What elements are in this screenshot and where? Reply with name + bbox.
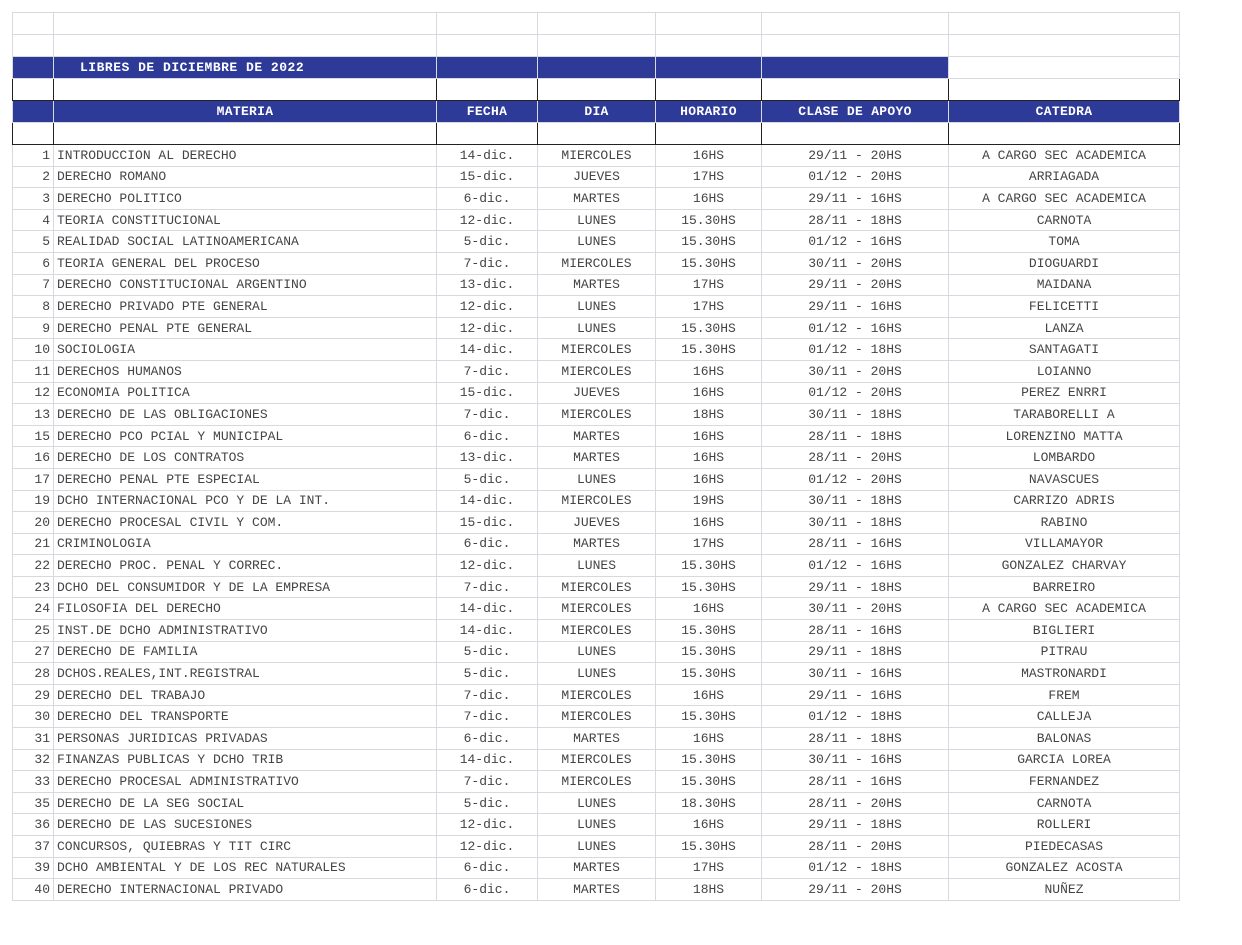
row-number[interactable]: 30 (13, 706, 54, 728)
table-row (13, 620, 1180, 642)
row-number[interactable]: 10 (13, 339, 54, 361)
fecha-cell[interactable]: 6-dic. (437, 879, 538, 901)
horario-cell[interactable]: 16HS (656, 447, 762, 469)
dia-cell[interactable]: LUNES (538, 231, 656, 253)
table-row (13, 447, 1180, 469)
clase-apoyo-cell[interactable]: 29/11 - 16HS (762, 296, 949, 318)
materia-cell[interactable]: DERECHO PCO PCIAL Y MUNICIPAL (54, 425, 437, 447)
catedra-cell[interactable]: BARREIRO (949, 576, 1180, 598)
horario-cell[interactable]: 16HS (656, 468, 762, 490)
materia-cell[interactable]: DCHO DEL CONSUMIDOR Y DE LA EMPRESA (54, 576, 437, 598)
catedra-cell[interactable]: VILLAMAYOR (949, 533, 1180, 555)
clase-apoyo-cell[interactable]: 01/12 - 16HS (762, 555, 949, 577)
row-number[interactable]: 25 (13, 620, 54, 642)
catedra-cell[interactable]: ARRIAGADA (949, 166, 1180, 188)
catedra-cell[interactable]: CARNOTA (949, 209, 1180, 231)
row-number[interactable]: 19 (13, 490, 54, 512)
row-number[interactable]: 21 (13, 533, 54, 555)
table-row (13, 598, 1180, 620)
catedra-cell[interactable]: TOMA (949, 231, 1180, 253)
catedra-cell[interactable]: NAVASCUES (949, 468, 1180, 490)
fecha-cell[interactable]: 7-dic. (437, 360, 538, 382)
materia-cell[interactable]: DERECHO DE LAS OBLIGACIONES (54, 404, 437, 426)
materia-cell[interactable]: DERECHO DE LAS SUCESIONES (54, 814, 437, 836)
horario-cell[interactable]: 15.30HS (656, 749, 762, 771)
clase-apoyo-cell[interactable]: 28/11 - 20HS (762, 836, 949, 858)
catedra-cell[interactable]: RABINO (949, 512, 1180, 534)
fecha-cell[interactable]: 14-dic. (437, 749, 538, 771)
fecha-cell[interactable]: 7-dic. (437, 706, 538, 728)
materia-cell[interactable]: INST.DE DCHO ADMINISTRATIVO (54, 620, 437, 642)
dia-cell[interactable]: MARTES (538, 879, 656, 901)
row-number[interactable]: 13 (13, 404, 54, 426)
horario-cell[interactable]: 18HS (656, 879, 762, 901)
catedra-cell[interactable]: SANTAGATI (949, 339, 1180, 361)
horario-cell[interactable]: 15.30HS (656, 231, 762, 253)
dia-cell[interactable]: MIERCOLES (538, 684, 656, 706)
horario-cell[interactable]: 16HS (656, 382, 762, 404)
empty-row (13, 13, 1180, 35)
fecha-cell[interactable]: 6-dic. (437, 857, 538, 879)
catedra-cell[interactable]: CARRIZO ADRIS (949, 490, 1180, 512)
row-number[interactable]: 29 (13, 684, 54, 706)
catedra-cell[interactable]: TARABORELLI A (949, 404, 1180, 426)
dia-cell[interactable]: MARTES (538, 274, 656, 296)
header-dia[interactable]: DIA (538, 101, 656, 123)
table-row (13, 771, 1180, 793)
materia-cell[interactable]: CRIMINOLOGIA (54, 533, 437, 555)
materia-cell[interactable]: TEORIA CONSTITUCIONAL (54, 209, 437, 231)
dia-cell[interactable]: JUEVES (538, 512, 656, 534)
catedra-cell[interactable]: GARCIA LOREA (949, 749, 1180, 771)
row-number[interactable]: 27 (13, 641, 54, 663)
header-materia[interactable]: MATERIA (54, 101, 437, 123)
materia-cell[interactable]: DERECHO DEL TRANSPORTE (54, 706, 437, 728)
table-row (13, 317, 1180, 339)
row-number[interactable]: 17 (13, 468, 54, 490)
catedra-cell[interactable]: LOMBARDO (949, 447, 1180, 469)
row-number[interactable]: 15 (13, 425, 54, 447)
materia-cell[interactable]: INTRODUCCION AL DERECHO (54, 145, 437, 167)
table-row (13, 382, 1180, 404)
fecha-cell[interactable]: 6-dic. (437, 425, 538, 447)
dia-cell[interactable]: MIERCOLES (538, 145, 656, 167)
table-row (13, 836, 1180, 858)
clase-apoyo-cell[interactable]: 28/11 - 20HS (762, 447, 949, 469)
catedra-cell[interactable]: BALONAS (949, 728, 1180, 750)
fecha-cell[interactable]: 5-dic. (437, 663, 538, 685)
clase-apoyo-cell[interactable]: 28/11 - 18HS (762, 425, 949, 447)
clase-apoyo-cell[interactable]: 01/12 - 20HS (762, 382, 949, 404)
table-row (13, 360, 1180, 382)
clase-apoyo-cell[interactable]: 29/11 - 20HS (762, 274, 949, 296)
catedra-cell[interactable]: DIOGUARDI (949, 252, 1180, 274)
fecha-cell[interactable]: 5-dic. (437, 468, 538, 490)
row-number[interactable]: 22 (13, 555, 54, 577)
dia-cell[interactable]: MIERCOLES (538, 404, 656, 426)
row-number[interactable]: 32 (13, 749, 54, 771)
fecha-cell[interactable]: 12-dic. (437, 296, 538, 318)
row-number[interactable]: 36 (13, 814, 54, 836)
materia-cell[interactable]: FINANZAS PUBLICAS Y DCHO TRIB (54, 749, 437, 771)
horario-cell[interactable]: 16HS (656, 512, 762, 534)
clase-apoyo-cell[interactable]: 28/11 - 16HS (762, 533, 949, 555)
table-row (13, 339, 1180, 361)
horario-cell[interactable]: 15.30HS (656, 576, 762, 598)
gap-row (13, 79, 1180, 101)
materia-cell[interactable]: DERECHO PROCESAL ADMINISTRATIVO (54, 771, 437, 793)
clase-apoyo-cell[interactable]: 30/11 - 20HS (762, 360, 949, 382)
catedra-cell[interactable]: FELICETTI (949, 296, 1180, 318)
sheet-title[interactable]: LIBRES DE DICIEMBRE DE 2022 (54, 57, 437, 79)
fecha-cell[interactable]: 5-dic. (437, 231, 538, 253)
fecha-cell[interactable]: 5-dic. (437, 641, 538, 663)
row-number[interactable]: 33 (13, 771, 54, 793)
horario-cell[interactable]: 17HS (656, 857, 762, 879)
clase-apoyo-cell[interactable]: 01/12 - 16HS (762, 317, 949, 339)
clase-apoyo-cell[interactable]: 29/11 - 20HS (762, 879, 949, 901)
materia-cell[interactable]: DERECHO PENAL PTE GENERAL (54, 317, 437, 339)
row-number[interactable]: 35 (13, 792, 54, 814)
horario-cell[interactable]: 15.30HS (656, 641, 762, 663)
gap-row (13, 123, 1180, 145)
dia-cell[interactable]: LUNES (538, 296, 656, 318)
catedra-cell[interactable]: CARNOTA (949, 792, 1180, 814)
row-number[interactable]: 24 (13, 598, 54, 620)
materia-cell[interactable]: PERSONAS JURIDICAS PRIVADAS (54, 728, 437, 750)
clase-apoyo-cell[interactable]: 30/11 - 18HS (762, 512, 949, 534)
materia-cell[interactable]: DERECHO DE LOS CONTRATOS (54, 447, 437, 469)
materia-cell[interactable]: DERECHO PENAL PTE ESPECIAL (54, 468, 437, 490)
clase-apoyo-cell[interactable]: 01/12 - 20HS (762, 166, 949, 188)
fecha-cell[interactable]: 12-dic. (437, 836, 538, 858)
dia-cell[interactable]: LUNES (538, 814, 656, 836)
materia-cell[interactable]: SOCIOLOGIA (54, 339, 437, 361)
clase-apoyo-cell[interactable]: 28/11 - 18HS (762, 209, 949, 231)
catedra-cell[interactable]: LANZA (949, 317, 1180, 339)
fecha-cell[interactable]: 15-dic. (437, 512, 538, 534)
catedra-cell[interactable]: PEREZ ENRRI (949, 382, 1180, 404)
dia-cell[interactable]: MARTES (538, 533, 656, 555)
clase-apoyo-cell[interactable]: 01/12 - 18HS (762, 857, 949, 879)
table-row (13, 166, 1180, 188)
materia-cell[interactable]: DERECHO PROC. PENAL Y CORREC. (54, 555, 437, 577)
dia-cell[interactable]: MIERCOLES (538, 339, 656, 361)
fecha-cell[interactable]: 13-dic. (437, 274, 538, 296)
row-number[interactable]: 9 (13, 317, 54, 339)
catedra-cell[interactable]: A CARGO SEC ACADEMICA (949, 145, 1180, 167)
materia-cell[interactable]: REALIDAD SOCIAL LATINOAMERICANA (54, 231, 437, 253)
clase-apoyo-cell[interactable]: 28/11 - 20HS (762, 792, 949, 814)
clase-apoyo-cell[interactable]: 28/11 - 16HS (762, 771, 949, 793)
dia-cell[interactable]: MIERCOLES (538, 576, 656, 598)
row-number[interactable]: 7 (13, 274, 54, 296)
fecha-cell[interactable]: 6-dic. (437, 533, 538, 555)
row-number[interactable]: 39 (13, 857, 54, 879)
horario-cell[interactable]: 16HS (656, 360, 762, 382)
clase-apoyo-cell[interactable]: 30/11 - 16HS (762, 663, 949, 685)
dia-cell[interactable]: MARTES (538, 857, 656, 879)
fecha-cell[interactable]: 14-dic. (437, 339, 538, 361)
header-row (13, 101, 1180, 123)
catedra-cell[interactable]: GONZALEZ CHARVAY (949, 555, 1180, 577)
horario-cell[interactable]: 15.30HS (656, 663, 762, 685)
clase-apoyo-cell[interactable]: 29/11 - 16HS (762, 188, 949, 210)
row-number[interactable]: 16 (13, 447, 54, 469)
materia-cell[interactable]: ECONOMIA POLITICA (54, 382, 437, 404)
fecha-cell[interactable]: 14-dic. (437, 598, 538, 620)
dia-cell[interactable]: MIERCOLES (538, 252, 656, 274)
row-number[interactable]: 40 (13, 879, 54, 901)
horario-cell[interactable]: 18HS (656, 404, 762, 426)
materia-cell[interactable]: DERECHO CONSTITUCIONAL ARGENTINO (54, 274, 437, 296)
fecha-cell[interactable]: 7-dic. (437, 771, 538, 793)
catedra-cell[interactable]: LOIANNO (949, 360, 1180, 382)
dia-cell[interactable]: MIERCOLES (538, 360, 656, 382)
horario-cell[interactable]: 15.30HS (656, 555, 762, 577)
clase-apoyo-cell[interactable]: 01/12 - 20HS (762, 468, 949, 490)
fecha-cell[interactable]: 6-dic. (437, 188, 538, 210)
table-row (13, 512, 1180, 534)
clase-apoyo-cell[interactable]: 28/11 - 18HS (762, 728, 949, 750)
header-horario[interactable]: HORARIO (656, 101, 762, 123)
table-row (13, 663, 1180, 685)
table-row (13, 555, 1180, 577)
catedra-cell[interactable]: PIEDECASAS (949, 836, 1180, 858)
row-number[interactable]: 3 (13, 188, 54, 210)
horario-cell[interactable]: 15.30HS (656, 252, 762, 274)
table-row (13, 792, 1180, 814)
materia-cell[interactable]: DERECHO DEL TRABAJO (54, 684, 437, 706)
header-fecha[interactable]: FECHA (437, 101, 538, 123)
dia-cell[interactable]: LUNES (538, 663, 656, 685)
horario-cell[interactable]: 18.30HS (656, 792, 762, 814)
materia-cell[interactable]: DERECHO DE LA SEG SOCIAL (54, 792, 437, 814)
catedra-cell[interactable]: FERNANDEZ (949, 771, 1180, 793)
horario-cell[interactable]: 15.30HS (656, 339, 762, 361)
dia-cell[interactable]: LUNES (538, 792, 656, 814)
fecha-cell[interactable]: 7-dic. (437, 684, 538, 706)
catedra-cell[interactable]: LORENZINO MATTA (949, 425, 1180, 447)
catedra-cell[interactable]: CALLEJA (949, 706, 1180, 728)
horario-cell[interactable]: 17HS (656, 533, 762, 555)
horario-cell[interactable]: 16HS (656, 145, 762, 167)
materia-cell[interactable]: DERECHO INTERNACIONAL PRIVADO (54, 879, 437, 901)
clase-apoyo-cell[interactable]: 29/11 - 18HS (762, 814, 949, 836)
fecha-cell[interactable]: 15-dic. (437, 382, 538, 404)
materia-cell[interactable]: DERECHO POLITICO (54, 188, 437, 210)
dia-cell[interactable]: MIERCOLES (538, 749, 656, 771)
table-row (13, 145, 1180, 167)
materia-cell[interactable]: CONCURSOS, QUIEBRAS Y TIT CIRC (54, 836, 437, 858)
table-row (13, 857, 1180, 879)
fecha-cell[interactable]: 12-dic. (437, 555, 538, 577)
fecha-cell[interactable]: 6-dic. (437, 728, 538, 750)
dia-cell[interactable]: MARTES (538, 447, 656, 469)
horario-cell[interactable]: 15.30HS (656, 209, 762, 231)
table-row (13, 296, 1180, 318)
catedra-cell[interactable]: PITRAU (949, 641, 1180, 663)
dia-cell[interactable]: MIERCOLES (538, 620, 656, 642)
materia-cell[interactable]: DERECHO ROMANO (54, 166, 437, 188)
materia-cell[interactable]: DERECHO PROCESAL CIVIL Y COM. (54, 512, 437, 534)
table-row (13, 728, 1180, 750)
row-number[interactable]: 1 (13, 145, 54, 167)
horario-cell[interactable]: 15.30HS (656, 620, 762, 642)
table-row (13, 188, 1180, 210)
materia-cell[interactable]: DCHOS.REALES,INT.REGISTRAL (54, 663, 437, 685)
fecha-cell[interactable]: 7-dic. (437, 404, 538, 426)
dia-cell[interactable]: LUNES (538, 641, 656, 663)
fecha-cell[interactable]: 7-dic. (437, 252, 538, 274)
table-row (13, 252, 1180, 274)
header-catedra[interactable]: CATEDRA (949, 101, 1180, 123)
horario-cell[interactable]: 16HS (656, 425, 762, 447)
catedra-cell[interactable]: GONZALEZ ACOSTA (949, 857, 1180, 879)
table-row (13, 684, 1180, 706)
table-row (13, 468, 1180, 490)
empty-row (13, 35, 1180, 57)
clase-apoyo-cell[interactable]: 29/11 - 18HS (762, 641, 949, 663)
table-row (13, 576, 1180, 598)
table-row (13, 404, 1180, 426)
table-row (13, 490, 1180, 512)
clase-apoyo-cell[interactable]: 30/11 - 16HS (762, 749, 949, 771)
table-row (13, 814, 1180, 836)
horario-cell[interactable]: 16HS (656, 814, 762, 836)
table-row (13, 231, 1180, 253)
horario-cell[interactable]: 19HS (656, 490, 762, 512)
fecha-cell[interactable]: 12-dic. (437, 814, 538, 836)
header-clase-de-apoyo[interactable]: CLASE DE APOYO (762, 101, 949, 123)
fecha-cell[interactable]: 15-dic. (437, 166, 538, 188)
table-row (13, 706, 1180, 728)
clase-apoyo-cell[interactable]: 30/11 - 18HS (762, 404, 949, 426)
fecha-cell[interactable]: 14-dic. (437, 620, 538, 642)
row-number[interactable]: 5 (13, 231, 54, 253)
fecha-cell[interactable]: 13-dic. (437, 447, 538, 469)
dia-cell[interactable]: LUNES (538, 468, 656, 490)
row-number[interactable]: 8 (13, 296, 54, 318)
row-number[interactable]: 12 (13, 382, 54, 404)
horario-cell[interactable]: 15.30HS (656, 317, 762, 339)
table-row (13, 749, 1180, 771)
horario-cell[interactable]: 16HS (656, 188, 762, 210)
horario-cell[interactable]: 17HS (656, 274, 762, 296)
row-number[interactable]: 6 (13, 252, 54, 274)
dia-cell[interactable]: MIERCOLES (538, 598, 656, 620)
clase-apoyo-cell[interactable]: 01/12 - 16HS (762, 231, 949, 253)
table-row (13, 641, 1180, 663)
dia-cell[interactable]: MIERCOLES (538, 771, 656, 793)
row-number[interactable]: 2 (13, 166, 54, 188)
horario-cell[interactable]: 17HS (656, 166, 762, 188)
clase-apoyo-cell[interactable]: 29/11 - 18HS (762, 576, 949, 598)
catedra-cell[interactable]: MAIDANA (949, 274, 1180, 296)
materia-cell[interactable]: DERECHO PRIVADO PTE GENERAL (54, 296, 437, 318)
horario-cell[interactable]: 15.30HS (656, 706, 762, 728)
dia-cell[interactable]: JUEVES (538, 166, 656, 188)
row-number[interactable]: 37 (13, 836, 54, 858)
materia-cell[interactable]: FILOSOFIA DEL DERECHO (54, 598, 437, 620)
materia-cell[interactable]: DCHO AMBIENTAL Y DE LOS REC NATURALES (54, 857, 437, 879)
dia-cell[interactable]: LUNES (538, 836, 656, 858)
catedra-cell[interactable]: FREM (949, 684, 1180, 706)
horario-cell[interactable]: 15.30HS (656, 771, 762, 793)
catedra-cell[interactable]: A CARGO SEC ACADEMICA (949, 598, 1180, 620)
catedra-cell[interactable]: NUÑEZ (949, 879, 1180, 901)
horario-cell[interactable]: 16HS (656, 728, 762, 750)
clase-apoyo-cell[interactable]: 30/11 - 18HS (762, 490, 949, 512)
table-row (13, 209, 1180, 231)
dia-cell[interactable]: MARTES (538, 188, 656, 210)
dia-cell[interactable]: MIERCOLES (538, 706, 656, 728)
table-row (13, 425, 1180, 447)
clase-apoyo-cell[interactable]: 29/11 - 20HS (762, 145, 949, 167)
dia-cell[interactable]: MARTES (538, 728, 656, 750)
title-row (13, 57, 1180, 79)
fecha-cell[interactable]: 7-dic. (437, 576, 538, 598)
catedra-cell[interactable]: ROLLERI (949, 814, 1180, 836)
exam-schedule-sheet (12, 12, 1180, 901)
row-number[interactable]: 23 (13, 576, 54, 598)
row-number[interactable]: 20 (13, 512, 54, 534)
materia-cell[interactable]: DCHO INTERNACIONAL PCO Y DE LA INT. (54, 490, 437, 512)
fecha-cell[interactable]: 12-dic. (437, 209, 538, 231)
horario-cell[interactable]: 17HS (656, 296, 762, 318)
catedra-cell[interactable]: BIGLIERI (949, 620, 1180, 642)
dia-cell[interactable]: LUNES (538, 317, 656, 339)
dia-cell[interactable]: LUNES (538, 209, 656, 231)
row-number[interactable]: 11 (13, 360, 54, 382)
clase-apoyo-cell[interactable]: 28/11 - 16HS (762, 620, 949, 642)
materia-cell[interactable]: TEORIA GENERAL DEL PROCESO (54, 252, 437, 274)
horario-cell[interactable]: 16HS (656, 684, 762, 706)
catedra-cell[interactable]: MASTRONARDI (949, 663, 1180, 685)
row-number[interactable]: 4 (13, 209, 54, 231)
materia-cell[interactable]: DERECHOS HUMANOS (54, 360, 437, 382)
table-row (13, 533, 1180, 555)
horario-cell[interactable]: 15.30HS (656, 836, 762, 858)
clase-apoyo-cell[interactable]: 29/11 - 16HS (762, 684, 949, 706)
catedra-cell[interactable]: A CARGO SEC ACADEMICA (949, 188, 1180, 210)
clase-apoyo-cell[interactable]: 30/11 - 20HS (762, 252, 949, 274)
dia-cell[interactable]: MARTES (538, 425, 656, 447)
row-number[interactable]: 31 (13, 728, 54, 750)
fecha-cell[interactable]: 14-dic. (437, 145, 538, 167)
clase-apoyo-cell[interactable]: 01/12 - 18HS (762, 339, 949, 361)
table-row (13, 274, 1180, 296)
dia-cell[interactable]: LUNES (538, 555, 656, 577)
clase-apoyo-cell[interactable]: 30/11 - 20HS (762, 598, 949, 620)
fecha-cell[interactable]: 12-dic. (437, 317, 538, 339)
row-number[interactable]: 28 (13, 663, 54, 685)
fecha-cell[interactable]: 14-dic. (437, 490, 538, 512)
clase-apoyo-cell[interactable]: 01/12 - 18HS (762, 706, 949, 728)
dia-cell[interactable]: MIERCOLES (538, 490, 656, 512)
horario-cell[interactable]: 16HS (656, 598, 762, 620)
fecha-cell[interactable]: 5-dic. (437, 792, 538, 814)
dia-cell[interactable]: JUEVES (538, 382, 656, 404)
materia-cell[interactable]: DERECHO DE FAMILIA (54, 641, 437, 663)
table-row (13, 879, 1180, 901)
